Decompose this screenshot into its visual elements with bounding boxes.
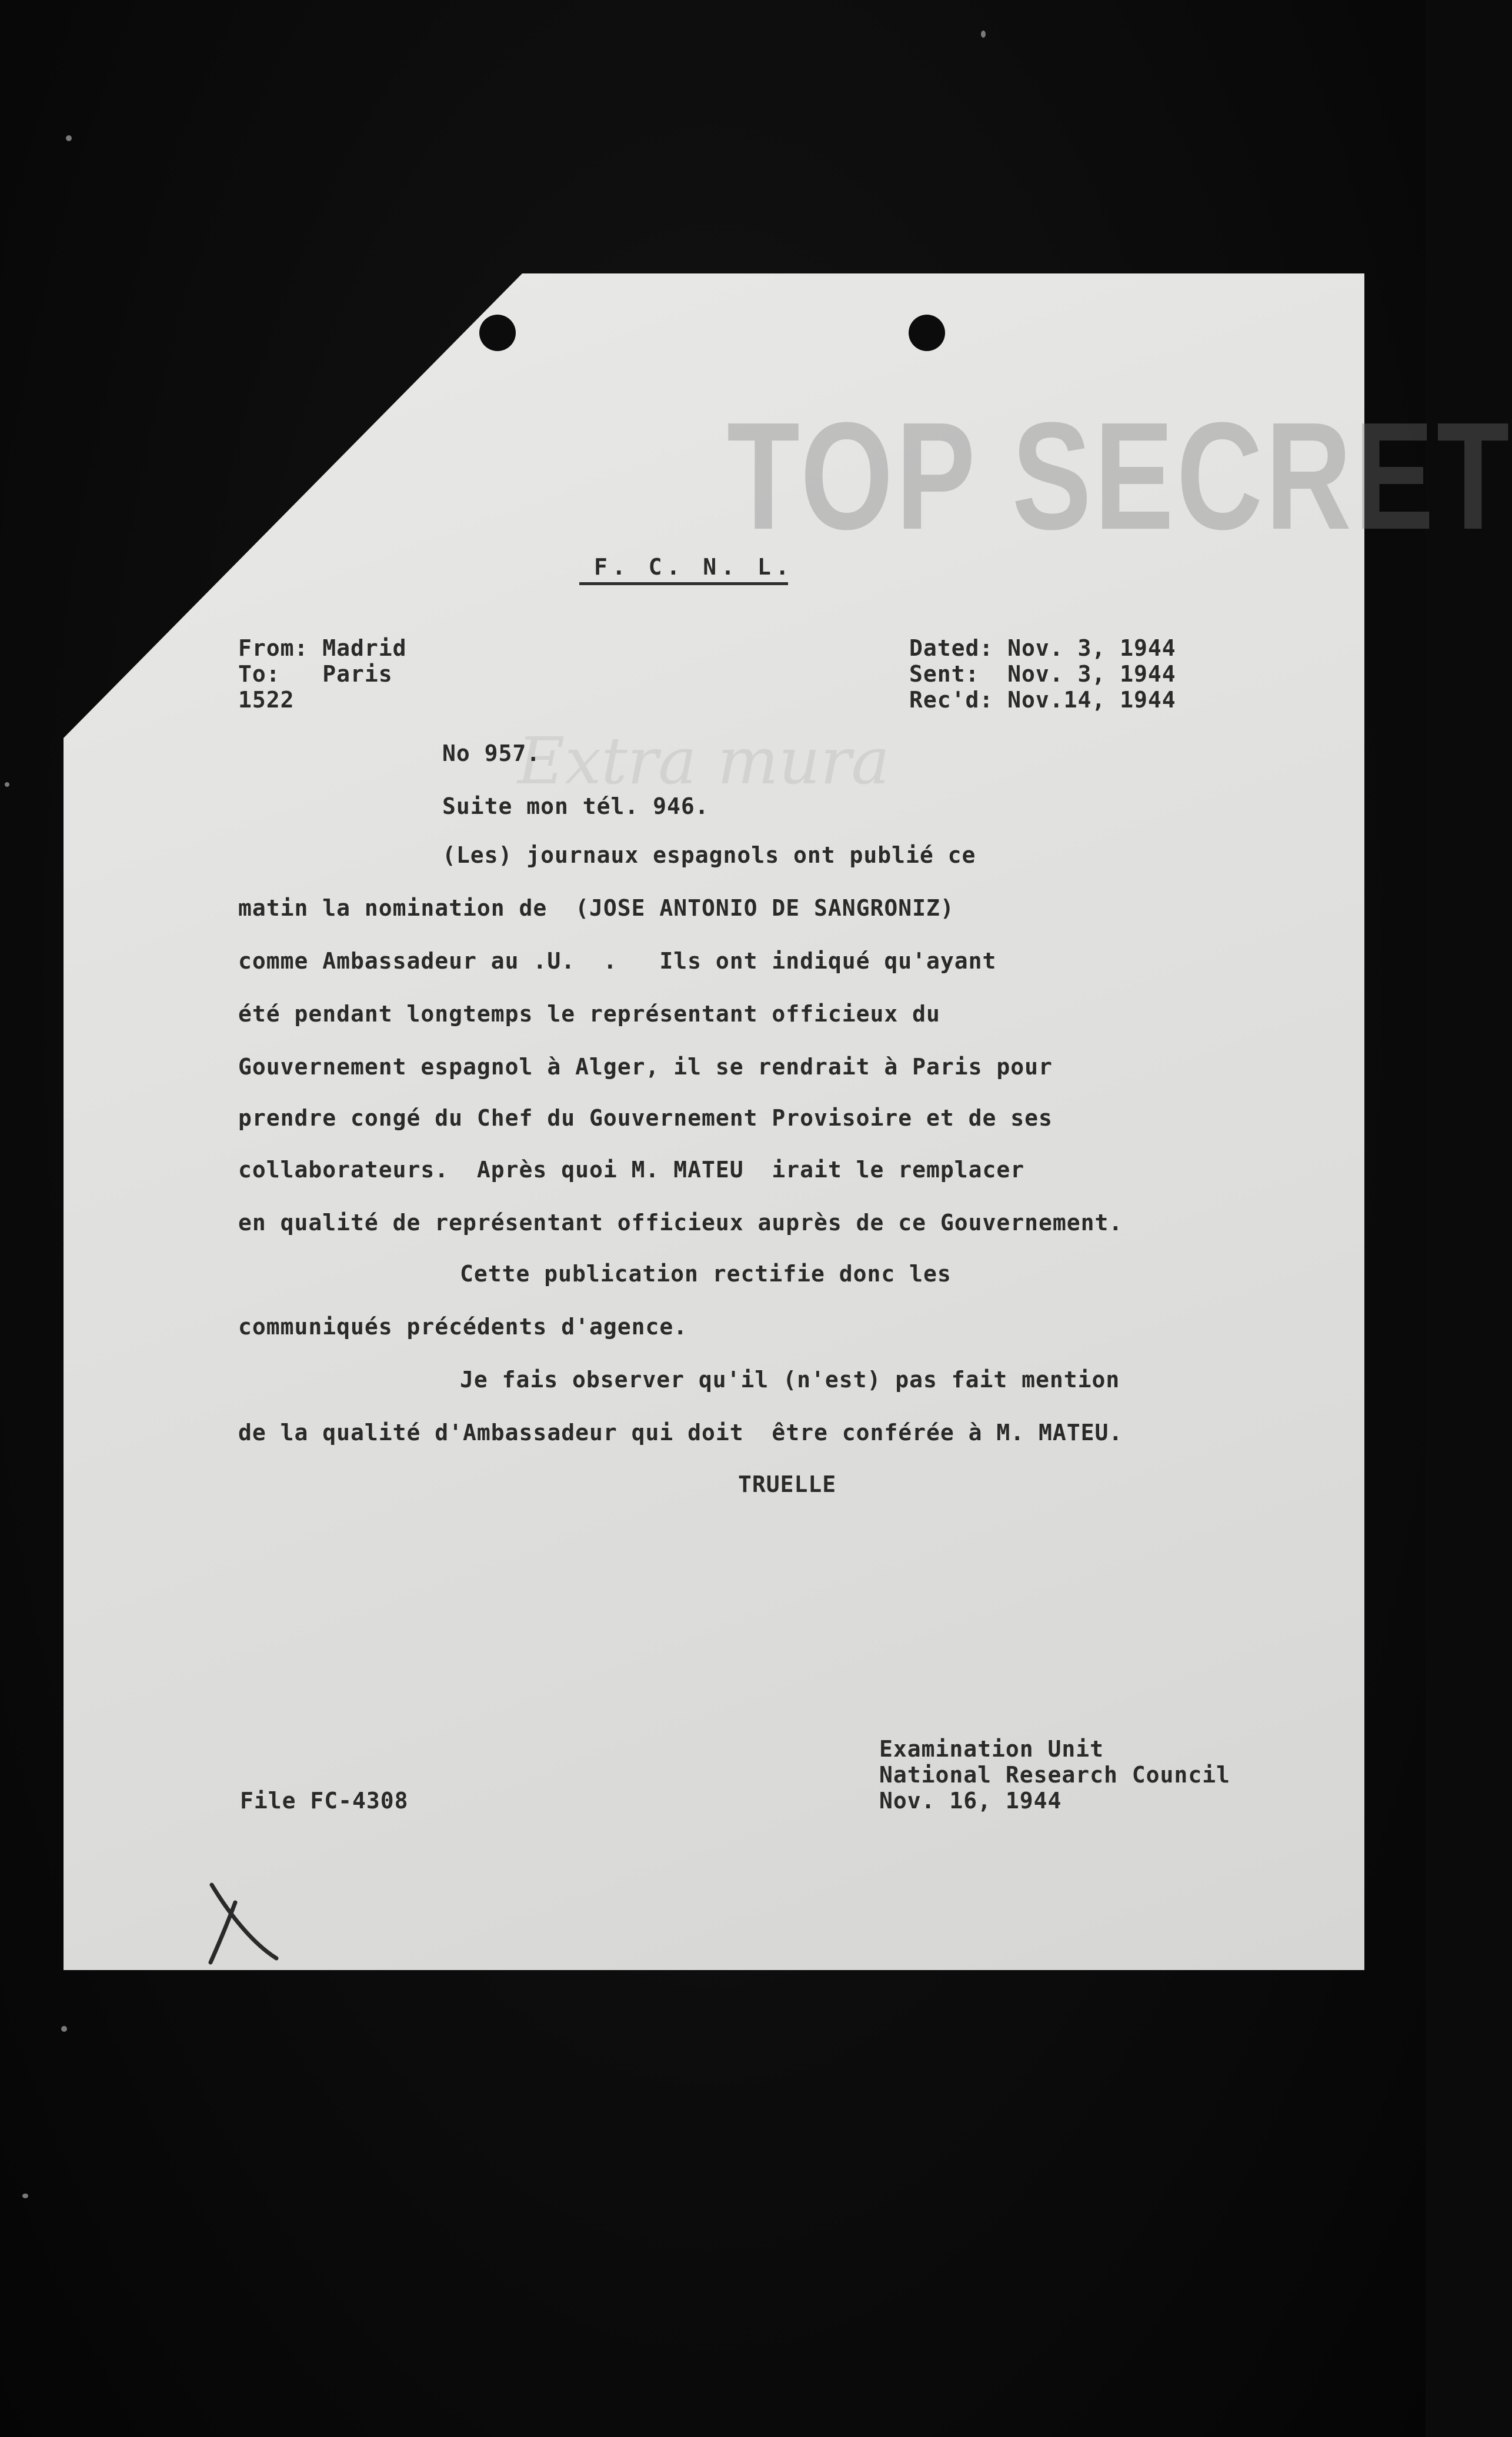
signature: TRUELLE	[738, 1471, 837, 1497]
message-number: 1522	[238, 687, 295, 713]
dated-line: Dated: Nov. 3, 1944	[909, 635, 1176, 661]
received-line: Rec'd: Nov.14, 1944	[909, 687, 1176, 713]
bleed-through-text: Extra mura	[518, 723, 890, 799]
film-speck	[981, 31, 986, 38]
handwritten-x-mark	[200, 1879, 282, 1967]
film-speck	[66, 135, 72, 141]
footer-date: Nov. 16, 1944	[879, 1788, 1062, 1814]
examination-unit: Examination Unit	[879, 1736, 1104, 1762]
body-line: Je fais observer qu'il (n'est) pas fait mention	[460, 1367, 1120, 1393]
heading-underline	[579, 582, 788, 585]
body-line: collaborateurs. Après quoi M. MATEU irait le remplacer	[238, 1157, 1025, 1183]
body-line: Cette publication rectifie donc les	[460, 1261, 952, 1287]
film-speck	[22, 2194, 28, 2198]
reference-line: Suite mon tél. 946.	[442, 793, 709, 819]
body-line: comme Ambassadeur au .U. . Ils ont indiqué qu'ayant	[238, 948, 997, 974]
film-speck	[5, 782, 9, 787]
body-line: prendre congé du Chef du Gouvernement Provisoire et de ses	[238, 1105, 1053, 1131]
punch-hole-right	[909, 315, 945, 351]
telegram-number: No 957.	[442, 740, 541, 766]
top-secret-stamp: TOP SECRET	[727, 391, 1512, 562]
file-number: File FC-4308	[240, 1788, 409, 1814]
body-line: (Les) journaux espagnols ont publié ce	[442, 842, 976, 868]
film-speck	[61, 2026, 67, 2032]
agency-heading: F. C. N. L.	[594, 554, 794, 580]
to-line: To: Paris	[238, 661, 393, 687]
from-line: From: Madrid	[238, 635, 407, 661]
body-line: matin la nomination de (JOSE ANTONIO DE SANGRONIZ)	[238, 895, 954, 921]
punch-hole-left	[479, 315, 516, 351]
body-line: en qualité de représentant officieux auprès de ce Gouvernement.	[238, 1210, 1123, 1236]
body-line: communiqués précédents d'agence.	[238, 1314, 688, 1340]
body-line: de la qualité d'Ambassadeur qui doit être conférée à M. MATEU.	[238, 1420, 1123, 1445]
sent-line: Sent: Nov. 3, 1944	[909, 661, 1176, 687]
research-council: National Research Council	[879, 1762, 1230, 1788]
body-line: Gouvernement espagnol à Alger, il se rendrait à Paris pour	[238, 1054, 1053, 1080]
body-line: été pendant longtemps le représentant officieux du	[238, 1001, 940, 1027]
